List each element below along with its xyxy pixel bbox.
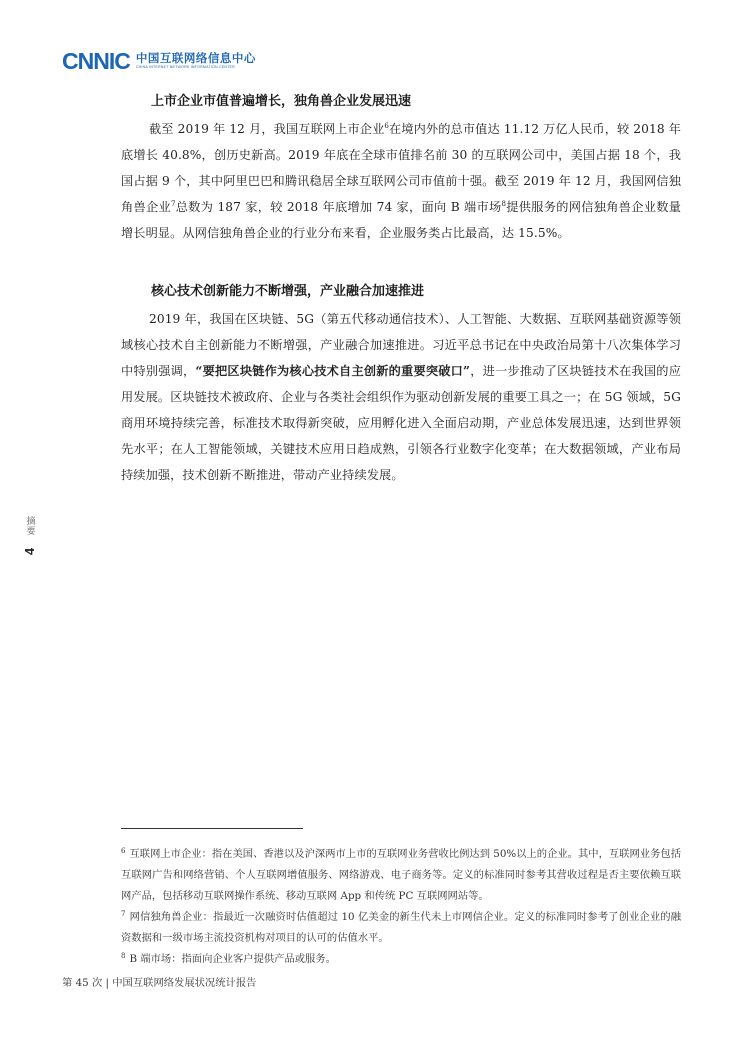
logo-chinese-name: 中国互联网络信息中心	[135, 51, 256, 65]
section2-title: 核心技术创新能力不断增强，产业融合加速推进	[151, 284, 425, 299]
section1-paragraph	[121, 116, 681, 246]
main-content	[121, 92, 681, 488]
footnote-divider	[121, 828, 303, 829]
footnote-text: 互联网上市企业：指在美国、香港以及沪深两市上市的互联网业务营收比例达到 50%以上的企业。其中，互联网业务包括互联网广告和网络营销、个人互联网增值服务、网络游戏、电子商务等。定义的标准同时参考其营收过程是否主要依赖互联网产品，包括移动互联网操作系统、移动互联网 App 和传统 PC 互联网网站等。	[121, 848, 681, 902]
side-page-number: 4	[22, 547, 38, 556]
cnnic-logo: CNNIC	[62, 47, 130, 74]
footnote-text: B 端市场：指面向企业客户提供产品或服务。	[129, 953, 336, 965]
section1-title: 上市企业市值普遍增长，独角兽企业发展迅速	[151, 94, 412, 109]
logo-text	[136, 52, 256, 70]
bold-quote: “要把区块链作为核心技术自主创新的重要突破口”	[195, 364, 471, 378]
side-margin-label	[20, 516, 40, 559]
side-section-name: 摘要	[24, 516, 35, 536]
footnote-ref-8[interactable]: 8	[501, 199, 507, 208]
footnote-mark: 7	[121, 909, 126, 918]
page-header	[62, 46, 256, 76]
logo-english-name: CHINA INTERNET NETWORK INFORMATION CENTER	[135, 65, 235, 69]
footnote-text: 网信独角兽企业：指最近一次融资时估值超过 10 亿美金的新生代未上市网信企业。定义的标准同时参考了创业企业的融资数据和一级市场主流投资机构对项目的认可的估值水平。	[121, 911, 681, 944]
footnote-6	[121, 844, 681, 907]
footnote-7	[121, 907, 681, 949]
para-text: 在境内外的总市值达 11.12 万亿人民币，较 2018 年底增长 40.8%，创历史新高。2019 年底在全球市值排名前 30 的互联网公司中，美国占据 18 个，我国占据 9 个，其中阿里巴巴和腾讯稳居全球互联网公司市值前十强。截至 2019 年 12 月，我国网信独角兽企业	[121, 122, 682, 214]
para-text: 2019 年，我国在区块链、5G（第五代移动通信技术）、人工智能、大数据、互联网基础资源等领域核心技术自主创新能力不断增强，产业融合加速推进。习近平总书记在中央政治局第十八次集体学习中特别强调，	[121, 312, 681, 378]
section2-paragraph	[121, 306, 681, 488]
para-text: ，进一步推动了区块链技术在我国的应用发展。区块链技术被政府、企业与各类社会组织作为驱动创新发展的重要工具之一；在 5G 领域，5G 商用环境持续完善，标准技术取得新突破，应用孵化进入全面启动期，产业总体发展迅速，达到世界领先水平；在人工智能领域，关键技术应用日趋成熟，引领各行业数字化变革；在大数据领域，产业布局持续加强，技术创新不断推进，带动产业持续发展。	[121, 364, 681, 482]
para-text: 总数为 187 家，较 2018 年底增加 74 家，面向 B 端市场	[175, 200, 502, 214]
footnotes	[121, 844, 681, 970]
para-text: 提供服务的网信独角兽企业数量增长明显。从网信独角兽企业的行业分布来看，企业服务类占比最高，达 15.5%。	[121, 200, 681, 240]
footnote-ref-6[interactable]: 6	[384, 121, 389, 130]
footnote-8	[121, 949, 681, 970]
footnote-mark: 6	[121, 846, 126, 855]
footnote-mark: 8	[121, 951, 126, 960]
footnote-ref-7[interactable]: 7	[171, 199, 176, 208]
para-text: 截至 2019 年 12 月，我国互联网上市企业	[149, 122, 385, 136]
page-footer: 第 45 次 | 中国互联网络发展状况统计报告	[62, 977, 257, 989]
